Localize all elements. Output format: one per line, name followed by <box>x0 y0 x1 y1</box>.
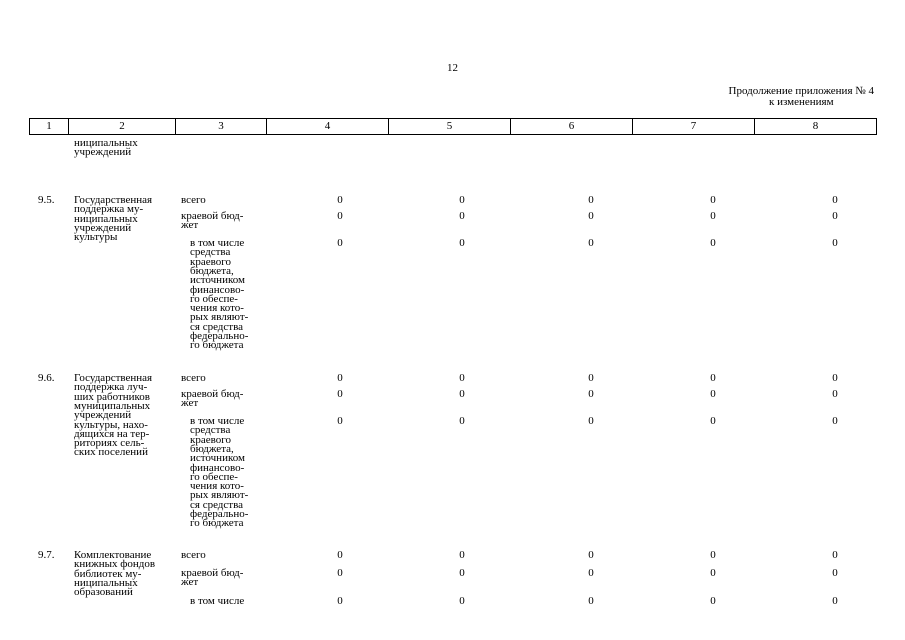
section-name-line: Государственная <box>74 372 153 384</box>
section-name-line: риториях сель- <box>74 437 145 450</box>
value-cell-col-8: 0 <box>832 415 838 427</box>
value-cell-col-6: 0 <box>588 595 594 607</box>
section-name-line: учреждений <box>74 221 132 234</box>
value-cell-col-5: 0 <box>459 595 465 607</box>
value-cell-col-5: 0 <box>459 237 465 249</box>
page-number: 12 <box>447 62 458 74</box>
value-cell-col-8: 0 <box>832 388 838 400</box>
source-label-line: ся средства <box>190 320 244 333</box>
value-cell-col-8: 0 <box>832 549 838 561</box>
source-label-line: в том числе <box>190 237 245 249</box>
source-label-line: средства <box>190 246 231 259</box>
source-label-line: жет <box>181 219 199 232</box>
value-cell-col-5: 0 <box>459 567 465 579</box>
source-label-line: в том числе <box>190 595 245 607</box>
value-cell-col-6: 0 <box>588 210 594 222</box>
value-cell-col-8: 0 <box>832 372 838 384</box>
value-cell-col-4: 0 <box>337 415 343 427</box>
source-label-line: го обеспе- <box>190 470 238 483</box>
section-name-line: ниципальных <box>74 212 138 225</box>
source-label-line: финансово- <box>190 461 245 474</box>
section-name-line: Государственная <box>74 194 153 206</box>
value-cell-col-8: 0 <box>832 210 838 222</box>
table-header <box>29 118 877 135</box>
header-col-1: 1 <box>30 119 69 134</box>
source-label-line: рых являют- <box>190 489 249 502</box>
value-cell-col-8: 0 <box>832 194 838 206</box>
source-label-line: ся средства <box>190 498 244 511</box>
value-cell-col-4: 0 <box>337 595 343 607</box>
section-name-line: муниципальных <box>74 399 151 412</box>
source-label-line: средства <box>190 424 231 437</box>
value-cell-col-5: 0 <box>459 415 465 427</box>
section-name-line: ниципальных <box>74 576 138 589</box>
value-cell-col-4: 0 <box>337 567 343 579</box>
appendix-note-line1: Продолжение приложения № 4 <box>728 85 874 97</box>
header-col-7: 7 <box>633 119 755 134</box>
value-cell-col-5: 0 <box>459 194 465 206</box>
value-cell-col-4: 0 <box>337 549 343 561</box>
source-label-line: краевой бюд- <box>181 388 244 400</box>
section-name-line: дящихся на тер- <box>74 427 150 440</box>
source-label-line: бюджета, <box>190 264 234 277</box>
source-label-line: всего <box>181 372 206 384</box>
value-cell-col-7: 0 <box>710 237 716 249</box>
continued-name-line: учреждений <box>74 146 132 159</box>
value-cell-col-7: 0 <box>710 388 716 400</box>
value-cell-col-7: 0 <box>710 194 716 206</box>
section-name-line: Комплектование <box>74 549 152 561</box>
source-label-line: го бюджета <box>190 517 244 530</box>
source-label-line: жет <box>181 397 199 410</box>
value-cell-col-5: 0 <box>459 210 465 222</box>
value-cell-col-6: 0 <box>588 549 594 561</box>
appendix-note <box>729 86 874 108</box>
source-label-line: жет <box>181 576 199 589</box>
value-cell-col-6: 0 <box>588 415 594 427</box>
value-cell-col-4: 0 <box>337 210 343 222</box>
header-col-5: 5 <box>389 119 511 134</box>
section-name-line: библиотек му- <box>74 567 142 580</box>
section-name-line: учреждений <box>74 409 132 422</box>
value-cell-col-5: 0 <box>459 372 465 384</box>
source-label-line: краевой бюд- <box>181 567 244 579</box>
section-name-line: книжных фондов <box>74 558 156 571</box>
source-label-line: источником <box>190 274 245 287</box>
section-number: 9.7. <box>38 549 55 561</box>
value-cell-col-6: 0 <box>588 372 594 384</box>
source-label-line: рых являют- <box>190 311 249 324</box>
value-cell-col-5: 0 <box>459 549 465 561</box>
source-label-line: федерально- <box>190 508 249 520</box>
source-label-line: краевого <box>190 255 231 268</box>
source-label-line: в том числе <box>190 415 245 427</box>
source-label-line: краевой бюд- <box>181 210 244 222</box>
value-cell-col-4: 0 <box>337 372 343 384</box>
section-name-line: культуры <box>74 231 118 244</box>
section-name-line: культуры, нахо- <box>74 418 148 431</box>
value-cell-col-4: 0 <box>337 388 343 400</box>
section-name-line: ших работников <box>74 390 151 403</box>
section-number: 9.5. <box>38 194 55 206</box>
value-cell-col-6: 0 <box>588 388 594 400</box>
value-cell-col-7: 0 <box>710 372 716 384</box>
header-col-6: 6 <box>511 119 633 134</box>
value-cell-col-7: 0 <box>710 210 716 222</box>
source-label-line: финансово- <box>190 283 245 296</box>
source-label-line: бюджета, <box>190 442 234 455</box>
value-cell-col-7: 0 <box>710 595 716 607</box>
header-col-3: 3 <box>176 119 267 134</box>
value-cell-col-6: 0 <box>588 194 594 206</box>
source-label-line: краевого <box>190 433 231 446</box>
value-cell-col-8: 0 <box>832 237 838 249</box>
header-col-2: 2 <box>69 119 176 134</box>
value-cell-col-6: 0 <box>588 237 594 249</box>
source-label-line: чения кото- <box>190 302 244 315</box>
header-col-8: 8 <box>812 120 819 132</box>
value-cell-col-7: 0 <box>710 415 716 427</box>
value-cell-col-6: 0 <box>588 567 594 579</box>
value-cell-col-8: 0 <box>832 567 838 579</box>
section-name-line: ских поселений <box>74 446 148 459</box>
source-label-line: го бюджета <box>190 339 244 352</box>
section-name-line: поддержка луч- <box>74 381 148 394</box>
section-number: 9.6. <box>38 372 55 384</box>
section-name-line: поддержка му- <box>74 203 144 216</box>
source-label-line: федерально- <box>190 330 249 342</box>
value-cell-col-7: 0 <box>710 549 716 561</box>
section-name-line: образований <box>74 586 133 599</box>
source-label-line: всего <box>181 194 206 206</box>
source-label-line: чения кото- <box>190 480 244 493</box>
value-cell-col-8: 0 <box>832 595 838 607</box>
value-cell-col-5: 0 <box>459 388 465 400</box>
value-cell-col-4: 0 <box>337 194 343 206</box>
value-cell-col-4: 0 <box>337 237 343 249</box>
source-label-line: го обеспе- <box>190 292 238 305</box>
appendix-note-line2: к изменениям <box>768 96 834 108</box>
continued-name-line: ниципальных <box>74 137 138 149</box>
source-label-line: источником <box>190 452 245 465</box>
source-label-line: всего <box>181 549 206 561</box>
header-col-4: 4 <box>267 119 389 134</box>
value-cell-col-7: 0 <box>710 567 716 579</box>
